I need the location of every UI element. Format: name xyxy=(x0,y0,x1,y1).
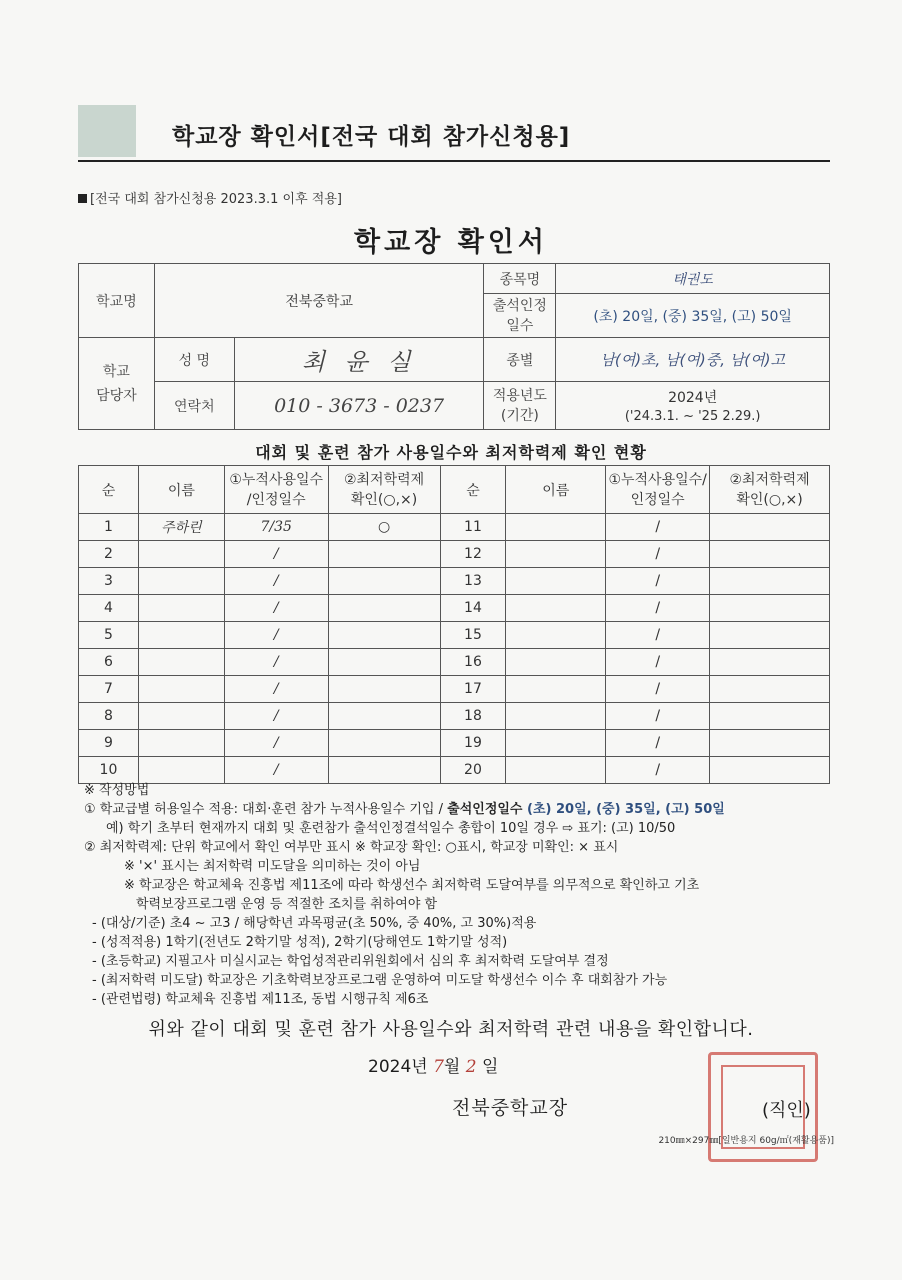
row-academic-check xyxy=(328,676,440,703)
row-name xyxy=(138,649,224,676)
row-number-right: 17 xyxy=(440,676,506,703)
row-number: 6 xyxy=(79,649,139,676)
row-number: 7 xyxy=(79,676,139,703)
header-days-right: ①누적사용일수/ 인정일수 xyxy=(606,466,710,514)
row-name-right xyxy=(506,514,606,541)
sport-label: 종목명 xyxy=(484,264,556,294)
row-number-right: 20 xyxy=(440,757,506,784)
instruction-1 xyxy=(84,800,844,819)
manager-name-label: 성 명 xyxy=(154,338,234,382)
row-academic-check-right xyxy=(710,757,830,784)
year-label: 적용년도 (기간) xyxy=(484,382,556,430)
row-number: 5 xyxy=(79,622,139,649)
row-days: / xyxy=(224,541,328,568)
instructions-heading: ※ 작성방법 xyxy=(84,783,150,798)
instruction-1-emphasis: 출석인정일수 xyxy=(447,802,528,817)
row-days: / xyxy=(224,568,328,595)
row-days-right: / xyxy=(606,649,710,676)
row-name-right xyxy=(506,730,606,757)
row-name-right xyxy=(506,757,606,784)
row-number: 4 xyxy=(79,595,139,622)
instruction-1-limits: (초) 20일, (중) 35일, (고) 50일 xyxy=(527,802,725,817)
header-academic: ②최저학력제 확인(○,×) xyxy=(328,466,440,514)
row-days-right: / xyxy=(606,703,710,730)
row-name-right xyxy=(506,595,606,622)
usage-table xyxy=(78,465,830,784)
row-days: 7/35 xyxy=(224,514,328,541)
row-academic-check-right xyxy=(710,649,830,676)
row-name xyxy=(138,757,224,784)
row-academic-check-right xyxy=(710,622,830,649)
row-name xyxy=(138,703,224,730)
confirmation-statement: 위와 같이 대회 및 훈련 참가 사용일수와 최저학력 관련 내용을 확인합니다. xyxy=(148,1019,754,1040)
school-info-table xyxy=(78,263,830,430)
detail-grades: - (성적적용) 1학기(전년도 2학기말 성적), 2학기(당해연도 1학기말 성적) xyxy=(92,935,508,950)
row-academic-check xyxy=(328,703,440,730)
row-academic-check-right xyxy=(710,703,830,730)
school-name-value: 전북중학교 xyxy=(154,264,484,338)
header-name: 이름 xyxy=(138,466,224,514)
contact-value: 010 - 3673 - 0237 xyxy=(234,382,484,430)
row-academic-check xyxy=(328,757,440,784)
instructions xyxy=(84,781,844,1009)
row-number: 9 xyxy=(79,730,139,757)
row-number-right: 14 xyxy=(440,595,506,622)
row-academic-check xyxy=(328,649,440,676)
banner-color-block xyxy=(78,105,136,157)
table-row xyxy=(79,703,830,730)
row-days: / xyxy=(224,622,328,649)
instruction-2-note-2: ※ 학교장은 학교체육 진흥법 제11조에 따라 학생선수 최저학력 도달여부를 의무적으로 확인하고 기초 xyxy=(124,878,700,893)
row-days: / xyxy=(224,757,328,784)
row-academic-check-right xyxy=(710,541,830,568)
header-name-right: 이름 xyxy=(506,466,606,514)
row-name: 주하린 xyxy=(138,514,224,541)
signing-date xyxy=(368,1052,498,1077)
date-month: 7 xyxy=(433,1057,444,1077)
detail-elementary: - (초등학교) 지필고사 미실시교는 학업성적관리위원회에서 심의 후 최저학력 도달여부 결정 xyxy=(92,954,609,969)
row-number-right: 16 xyxy=(440,649,506,676)
row-academic-check xyxy=(328,568,440,595)
header-days: ①누적사용일수 /인정일수 xyxy=(224,466,328,514)
applicability-note xyxy=(78,188,342,207)
row-academic-check-right xyxy=(710,730,830,757)
row-days-right: / xyxy=(606,757,710,784)
row-academic-check xyxy=(328,595,440,622)
usage-table-body xyxy=(79,514,830,784)
table-row xyxy=(79,622,830,649)
row-number: 3 xyxy=(79,568,139,595)
row-academic-check xyxy=(328,541,440,568)
row-name xyxy=(138,541,224,568)
row-number-right: 15 xyxy=(440,622,506,649)
row-days: / xyxy=(224,703,328,730)
instruction-2-note-1: ※ '×' 표시는 최저학력 미도달을 의미하는 것이 아님 xyxy=(124,859,421,874)
table-row xyxy=(79,730,830,757)
row-name xyxy=(138,595,224,622)
row-days-right: / xyxy=(606,676,710,703)
row-days: / xyxy=(224,730,328,757)
table-row xyxy=(79,649,830,676)
row-number-right: 11 xyxy=(440,514,506,541)
instruction-1-example: 예) 학기 초부터 현재까지 대회 및 훈련참가 출석인정결석일수 총합이 10일 경우 ⇨ 표기: (고) 10/50 xyxy=(106,821,676,836)
table-row xyxy=(79,514,830,541)
row-name xyxy=(138,730,224,757)
row-days: / xyxy=(224,595,328,622)
detail-underachieve: - (최저학력 미도달) 학교장은 기초학력보장프로그램 운영하여 미도달 학생선수 이수 후 대회참가 가능 xyxy=(92,973,668,988)
row-academic-check-right xyxy=(710,595,830,622)
row-name xyxy=(138,622,224,649)
row-number-right: 13 xyxy=(440,568,506,595)
date-day-unit: 일 xyxy=(482,1057,499,1077)
row-number-right: 12 xyxy=(440,541,506,568)
row-name-right xyxy=(506,541,606,568)
banner-divider xyxy=(78,160,830,162)
detail-target: - (대상/기준) 초4 ~ 고3 / 해당학년 과목평균(초 50%, 중 40%, 고 30%)적용 xyxy=(92,916,537,931)
row-number-right: 19 xyxy=(440,730,506,757)
row-number: 8 xyxy=(79,703,139,730)
row-name-right xyxy=(506,622,606,649)
period-value: ('24.3.1. ~ '25 2.29.) xyxy=(624,409,761,424)
date-month-unit: 월 xyxy=(443,1057,461,1077)
year-cell xyxy=(556,382,830,430)
instruction-2-note-2-cont: 학력보장프로그램 운영 등 적절한 조치를 취하여야 함 xyxy=(136,897,438,912)
section-title: 대회 및 훈련 참가 사용일수와 최저학력제 확인 현황 xyxy=(255,443,647,462)
row-days-right: / xyxy=(606,541,710,568)
square-bullet-icon xyxy=(78,194,87,203)
year-value: 2024년 xyxy=(668,390,718,406)
row-name xyxy=(138,568,224,595)
gender-label: 종별 xyxy=(484,338,556,382)
header-no: 순 xyxy=(79,466,139,514)
row-days: / xyxy=(224,649,328,676)
date-day: 2 xyxy=(465,1057,477,1077)
table-row xyxy=(79,541,830,568)
row-days-right: / xyxy=(606,568,710,595)
row-number: 2 xyxy=(79,541,139,568)
applicability-note-text: [전국 대회 참가신청용 2023.3.1 이후 적용] xyxy=(90,192,342,207)
sport-value: 태권도 xyxy=(556,264,830,294)
school-name-label: 학교명 xyxy=(79,264,155,338)
row-name-right xyxy=(506,649,606,676)
header-academic-right: ②최저학력제 확인(○,×) xyxy=(710,466,830,514)
row-days: / xyxy=(224,676,328,703)
table-row xyxy=(79,595,830,622)
instruction-1-text: ① 학교급별 허용일수 적용: 대회·훈련 참가 누적사용일수 기입 / xyxy=(84,802,448,817)
detail-law: - (관련법령) 학교체육 진흥법 제11조, 동법 시행규칙 제6조 xyxy=(92,992,429,1007)
table-row xyxy=(79,568,830,595)
manager-label: 학교 담당자 xyxy=(79,338,155,430)
row-number: 1 xyxy=(79,514,139,541)
row-days-right: / xyxy=(606,595,710,622)
row-name-right xyxy=(506,568,606,595)
row-academic-check-right xyxy=(710,514,830,541)
row-name xyxy=(138,676,224,703)
header-no-right: 순 xyxy=(440,466,506,514)
attendance-label: 출석인정 일수 xyxy=(484,294,556,338)
contact-label: 연락처 xyxy=(154,382,234,430)
row-academic-check xyxy=(328,622,440,649)
attendance-value: (초) 20일, (중) 35일, (고) 50일 xyxy=(556,294,830,338)
row-academic-check: ○ xyxy=(328,514,440,541)
date-year: 2024년 xyxy=(368,1057,428,1077)
row-academic-check-right xyxy=(710,568,830,595)
row-name-right xyxy=(506,703,606,730)
document-title: 학교장 확인서 xyxy=(354,227,548,258)
row-academic-check xyxy=(328,730,440,757)
row-days-right: / xyxy=(606,514,710,541)
row-days-right: / xyxy=(606,730,710,757)
table-row xyxy=(79,676,830,703)
row-days-right: / xyxy=(606,622,710,649)
table-row xyxy=(79,757,830,784)
gender-value: 남(여)초, 남(여)중, 남(여)고 xyxy=(556,338,830,382)
seal-label: (직인) xyxy=(762,1100,811,1121)
instruction-2: ② 최저학력제: 단위 학교에서 확인 여부만 표시 ※ 학교장 확인: ○표시, 학교장 미확인: × 표시 xyxy=(84,840,619,855)
row-number: 10 xyxy=(79,757,139,784)
row-name-right xyxy=(506,676,606,703)
manager-name-value: 최 윤 실 xyxy=(234,338,484,382)
row-academic-check-right xyxy=(710,676,830,703)
banner-title: 학교장 확인서[전국 대회 참가신청용] xyxy=(172,124,571,150)
row-number-right: 18 xyxy=(440,703,506,730)
principal-title: 전북중학교장 xyxy=(452,1097,569,1119)
paper-spec-footer: 210㎜×297㎜[일반용지 60g/㎡(재활용품)] xyxy=(658,1136,834,1146)
